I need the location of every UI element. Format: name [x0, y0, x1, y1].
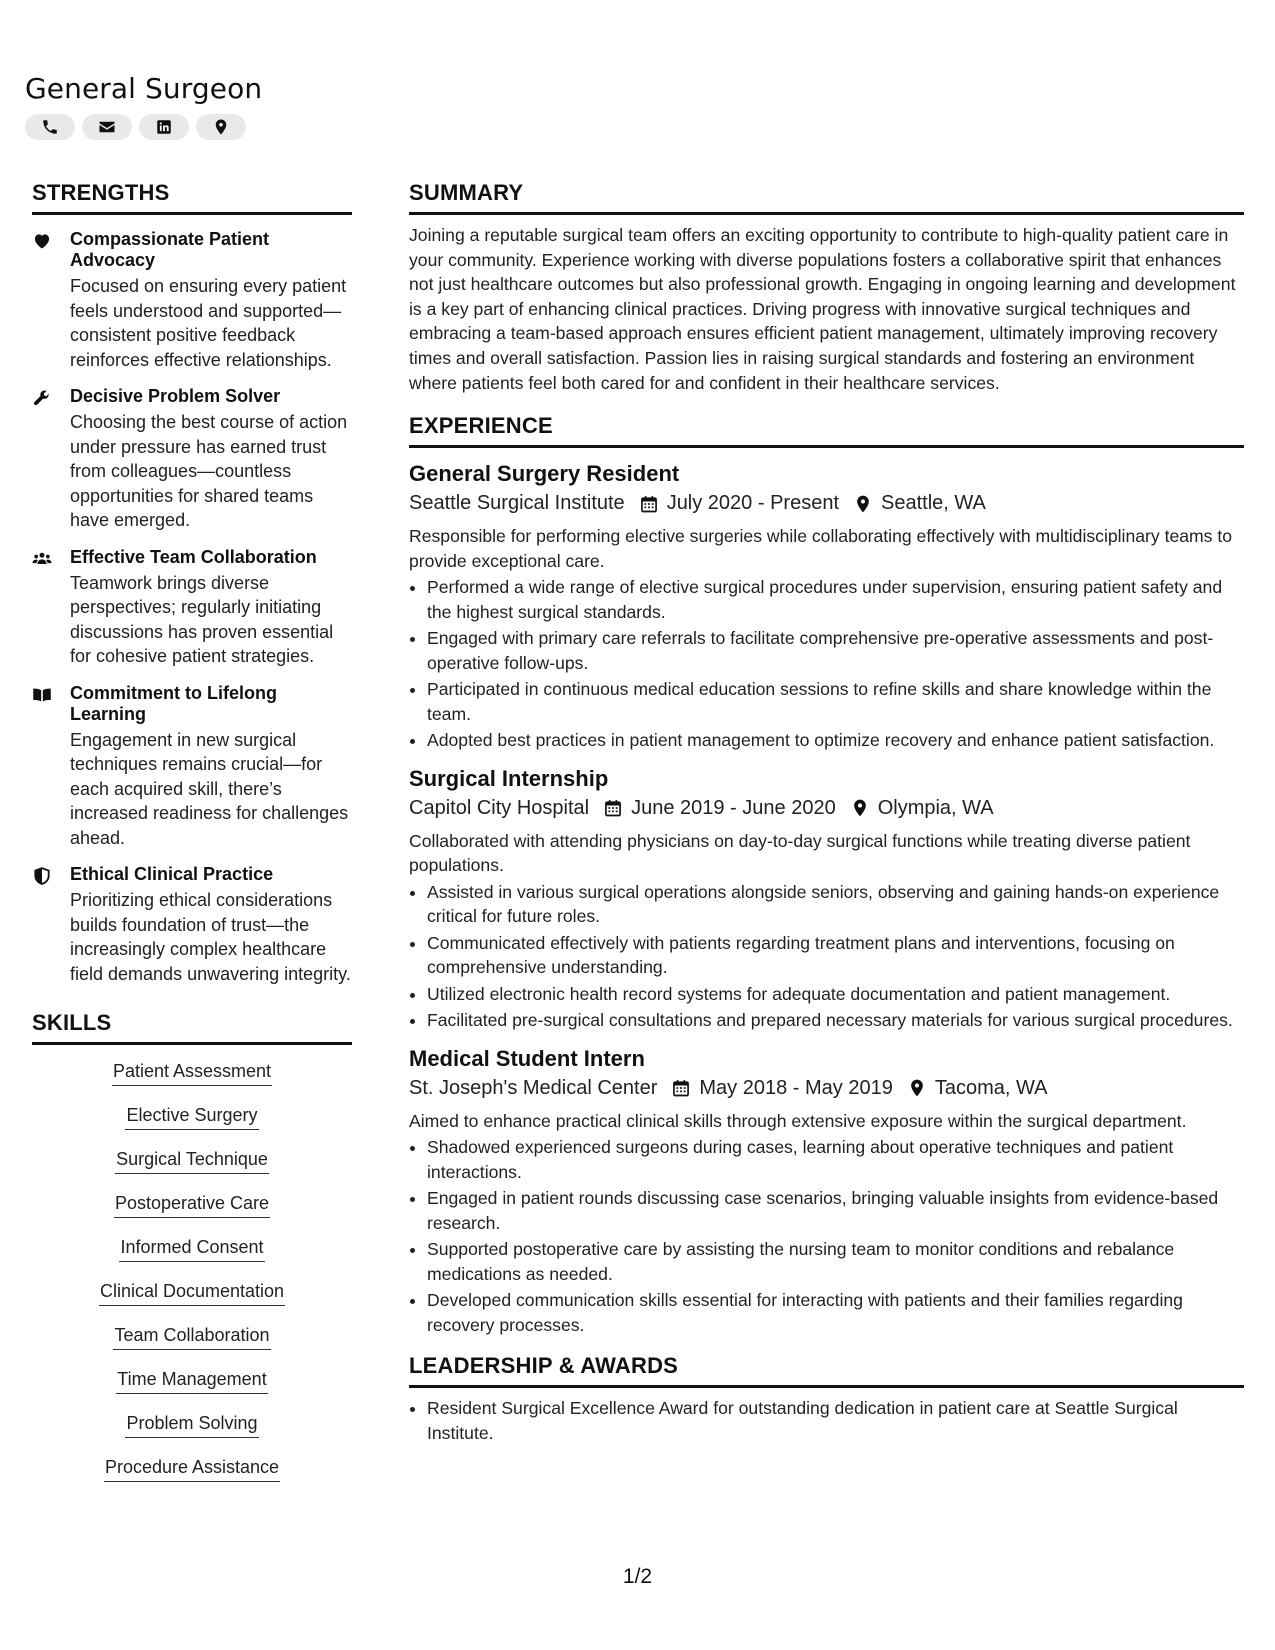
- skill-tag: Procedure Assistance: [104, 1455, 280, 1482]
- strength-description: Focused on ensuring every patient feels understood and supported—consistent positive feedback reinforces effective relationships.: [70, 276, 347, 370]
- strength-title: Decisive Problem Solver: [70, 386, 281, 406]
- bullet-item: • Adopted best practices in patient management to optimize recovery and enhance patient satisfaction.: [427, 728, 1244, 753]
- strength-title: Compassionate Patient Advocacy: [70, 229, 270, 270]
- strength-item: [32, 229, 352, 372]
- job-location: Olympia, WA: [877, 796, 994, 819]
- job-description: Aimed to enhance practical clinical skills through extensive exposure within the surgical department.: [409, 1110, 1187, 1131]
- bullet-item: • Engaged in patient rounds discussing case scenarios, bringing valuable insights from evidence-based research.: [427, 1186, 1244, 1235]
- job-description: Collaborated with attending physicians on day-to-day surgical functions while treating diverse patient populations.: [409, 830, 1191, 876]
- job-location: Tacoma, WA: [934, 1076, 1048, 1099]
- bullet-item: • Supported postoperative care by assisting the nursing team to monitor conditions and rebalance medications as needed.: [427, 1237, 1244, 1286]
- job-entry: [409, 460, 1244, 753]
- location-button[interactable]: [196, 114, 246, 140]
- job-description: Responsible for performing elective surgeries while collaborating effectively with multidisciplinary teams to provide exceptional care.: [409, 526, 1233, 571]
- summary-text: Joining a reputable surgical team offers an exciting opportunity to contribute to high-quality patient care in your community. Experience working with diverse populations fosters a collaborative spirit that enhances not just healthcare outcomes but also professional growth. Engaging in ongoing learning and development is a key part of enhancing clinical practices. Driving progress with innovative surgical techniques and embracing a team-based approach ensures efficient patient management, ultimately improving recovery times and overall satisfaction. Passion lies in raising surgical standards and fostering an environment where patients feel both cared for and confident in their healthcare services.: [409, 225, 1236, 393]
- linkedin-button[interactable]: [139, 114, 189, 140]
- map-pin-icon: [850, 798, 870, 818]
- calendar-icon: [639, 494, 659, 514]
- envelope-icon: [98, 118, 116, 136]
- skill-tag: Informed Consent: [119, 1235, 264, 1262]
- bullet-item: • Shadowed experienced surgeons during cases, learning about operative techniques and patient interactions.: [427, 1135, 1244, 1184]
- job-bullets: [409, 880, 1244, 1033]
- job-dates: July 2020 - Present: [666, 492, 840, 515]
- job-meta: [409, 797, 1244, 820]
- experience-heading: EXPERIENCE: [409, 413, 1244, 448]
- map-pin-icon: [853, 494, 873, 514]
- calendar-icon: [671, 1078, 691, 1098]
- heart-icon: [32, 231, 52, 251]
- strength-title: Effective Team Collaboration: [70, 546, 317, 567]
- awards-list: [409, 1396, 1244, 1445]
- skill-tag: Surgical Technique: [115, 1147, 269, 1174]
- right-column: [409, 180, 1244, 1447]
- bullet-item: • Developed communication skills essential for interacting with patients and their families regarding recovery processes.: [427, 1288, 1244, 1337]
- linkedin-icon: [155, 118, 173, 136]
- job-title: General Surgery Resident: [409, 461, 680, 487]
- skill-tag: Time Management: [116, 1367, 267, 1394]
- skill-tag: Elective Surgery: [125, 1103, 258, 1130]
- job-company: Capitol City Hospital: [409, 796, 590, 819]
- strength-description: Prioritizing ethical considerations builds foundation of trust—the increasingly complex healthcare field demands unwavering integrity.: [70, 890, 351, 984]
- job-dates: May 2018 - May 2019: [699, 1076, 893, 1099]
- job-company: St. Joseph's Medical Center: [409, 1076, 658, 1099]
- strength-title: Ethical Clinical Practice: [70, 864, 274, 884]
- strength-description: Engagement in new surgical techniques remains crucial—for each acquired skill, there’s increased readiness for challenges ahead.: [70, 729, 349, 848]
- skills-heading: SKILLS: [32, 1010, 352, 1045]
- strengths-heading: STRENGTHS: [32, 180, 352, 215]
- job-location: Seattle, WA: [881, 492, 986, 515]
- phone-button[interactable]: [25, 114, 75, 140]
- book-icon: [32, 685, 52, 705]
- strength-title: Commitment to Lifelong Learning: [70, 682, 277, 724]
- bullet-item: • Participated in continuous medical education sessions to refine skills and share knowledge within the team.: [427, 677, 1244, 726]
- bullet-item: • Communicated effectively with patients regarding treatment plans and interventions, focusing on comprehensive understanding.: [427, 931, 1244, 980]
- job-company: Seattle Surgical Institute: [409, 492, 625, 515]
- skill-tag: Clinical Documentation: [99, 1279, 285, 1306]
- awards-heading: LEADERSHIP & AWARDS: [409, 1353, 1244, 1388]
- phone-icon: [41, 118, 59, 136]
- job-entry: [409, 765, 1244, 1033]
- map-pin-icon: [907, 1078, 927, 1098]
- skills-section: [32, 1010, 352, 1499]
- job-dates: June 2019 - June 2020: [631, 796, 836, 819]
- calendar-icon: [603, 798, 623, 818]
- wrench-icon: [32, 388, 52, 408]
- job-meta: [409, 1077, 1244, 1100]
- strength-item: [32, 386, 352, 533]
- skill-tag: Team Collaboration: [113, 1323, 270, 1350]
- skill-tag: Problem Solving: [125, 1411, 258, 1438]
- users-icon: [32, 549, 52, 569]
- map-pin-icon: [212, 118, 230, 136]
- bullet-item: • Engaged with primary care referrals to facilitate comprehensive pre-operative assessments and post-operative follow-ups.: [427, 626, 1244, 675]
- awards-section: [409, 1353, 1244, 1445]
- job-bullets: [409, 575, 1244, 753]
- summary-heading: SUMMARY: [409, 180, 1244, 215]
- job-title: Surgical Internship: [409, 765, 609, 791]
- bullet-item: • Facilitated pre-surgical consultations and prepared necessary materials for various surgical procedures.: [427, 1008, 1244, 1033]
- job-title: Medical Student Intern: [409, 1045, 645, 1071]
- experience-section: [409, 413, 1244, 1337]
- contact-bar: [25, 114, 246, 140]
- strength-item: [32, 547, 352, 669]
- email-button[interactable]: [82, 114, 132, 140]
- page-number: 1/2: [622, 1565, 653, 1588]
- strength-item: [32, 683, 352, 851]
- strength-description: Teamwork brings diverse perspectives; regularly initiating discussions has proven essential for cohesive patient strategies.: [70, 572, 334, 666]
- job-meta: [409, 492, 1244, 515]
- job-entry: [409, 1045, 1244, 1338]
- candidate-name: General Surgeon: [25, 72, 263, 105]
- bullet-item: • Assisted in various surgical operations alongside seniors, observing and gaining hands-on experience critical for future roles.: [427, 880, 1244, 929]
- shield-icon: [32, 866, 52, 886]
- strengths-list: [32, 229, 352, 986]
- award-item: • Resident Surgical Excellence Award for outstanding dedication in patient care at Seattle Surgical Institute.: [427, 1396, 1244, 1445]
- strength-item: [32, 864, 352, 986]
- bullet-item: • Utilized electronic health record systems for adequate documentation and patient management.: [427, 982, 1244, 1007]
- bullet-item: • Performed a wide range of elective surgical procedures under supervision, ensuring patient safety and the highest surgical standards.: [427, 575, 1244, 624]
- strength-description: Choosing the best course of action under pressure has earned trust from colleagues—countless opportunities for shared teams have emerged.: [70, 412, 348, 530]
- left-column: [32, 180, 352, 1499]
- job-bullets: [409, 1135, 1244, 1337]
- skill-tag: Patient Assessment: [112, 1059, 272, 1086]
- skill-tag: Postoperative Care: [114, 1191, 270, 1218]
- skills-list: [32, 1059, 352, 1499]
